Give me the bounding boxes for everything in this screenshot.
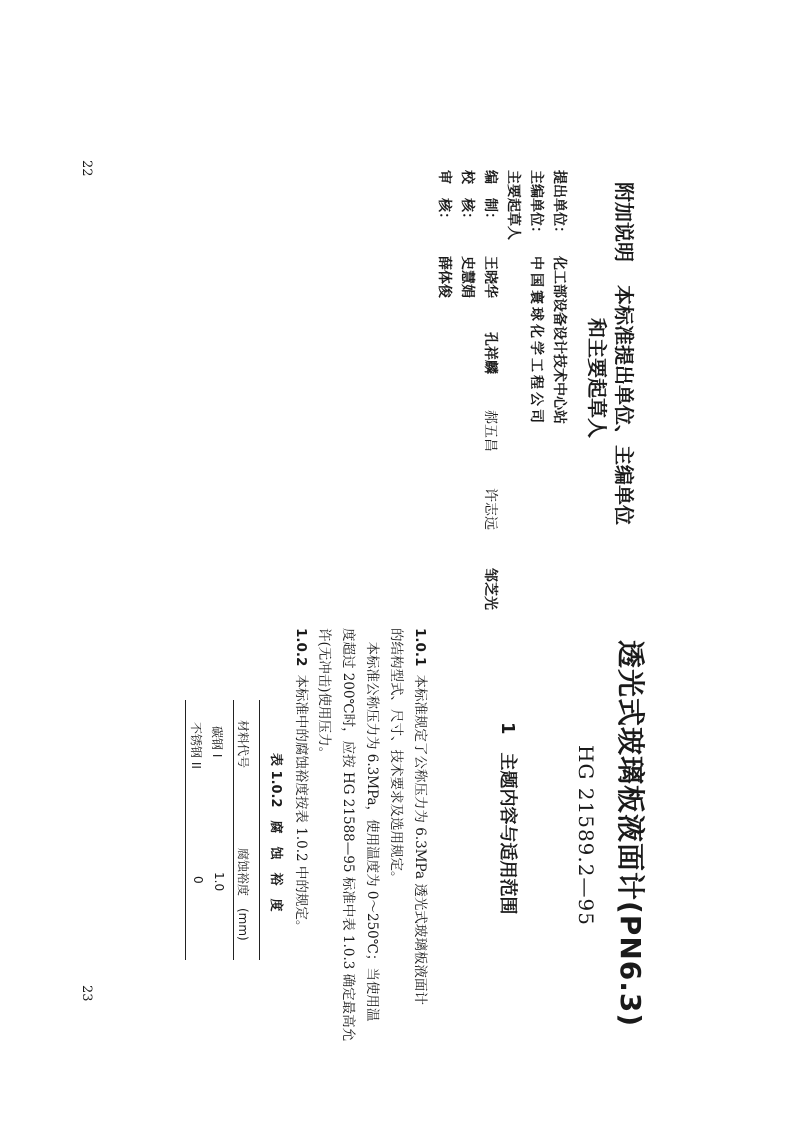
credit-value: 邹芝光 [482, 568, 498, 610]
credit-label: 主要起草人 [505, 170, 521, 240]
appendix-title-line-1: 本标准提出单位、主编单位 [612, 284, 636, 525]
credit-value: 化工部设备设计技术中心站 [551, 256, 567, 424]
page-number-left: 22 [79, 160, 94, 177]
table-header: 腐蚀裕度 (mm) [236, 848, 250, 941]
credit-row-proposer [550, 170, 570, 424]
table-rule-top [259, 700, 260, 960]
paragraph-1-0-2 [294, 628, 308, 933]
standard-title: 透光式玻璃板液面计(PN6.3) [614, 640, 647, 1028]
paragraph-1-0-1-line-3: 本标准公称压力为 6.3MPa，使用温度为 0～250℃；当使用温 [364, 628, 380, 1022]
appendix-heading: 附加说明 [612, 182, 636, 262]
table-caption: 表 1.0.2 腐 蚀 裕 度 [268, 753, 283, 912]
section-number: 1 [497, 722, 518, 735]
credit-row-drafters [504, 170, 524, 256]
standard-number: HG 21589.2—95 [574, 745, 598, 926]
credit-value: 薛体俊 [436, 256, 452, 298]
paragraph-text: 本标准中的腐蚀裕度按表 1.0.2 中的规定。 [293, 674, 309, 934]
credit-row-editor-unit [527, 170, 547, 426]
credit-label: 校 核： [459, 170, 475, 226]
paragraph-text: 本标准规定了公称压力为 6.3MPa 透光式玻璃板液面计 [412, 674, 428, 1005]
credit-value: 中国寰球化学工程公司 [528, 256, 544, 426]
credit-value: 王晓华 [482, 256, 498, 298]
appendix-title [611, 182, 640, 525]
credit-value: 许志远 [482, 488, 498, 530]
table-cell: 0 [191, 876, 205, 884]
credit-value: 郝五昌 [482, 410, 498, 452]
table-cell: 1.0 [212, 872, 226, 892]
credit-label: 编 制： [482, 170, 498, 226]
paragraph-1-0-1-line-5: 许(无冲击)使用压力。 [316, 628, 332, 761]
clause-number: 1.0.2 [293, 628, 309, 667]
credit-value: 史慧娟 [459, 256, 475, 298]
section-heading [496, 722, 522, 915]
credit-row-checked [458, 170, 478, 298]
credit-row-approved [435, 170, 455, 298]
credit-label: 提出单位： [551, 170, 567, 240]
table-cell: 碳钢 I [210, 726, 224, 758]
table-rule-bottom [185, 700, 186, 960]
credit-label: 主编单位： [528, 170, 544, 240]
clause-number: 1.0.1 [412, 628, 428, 667]
credit-row-compiled [481, 170, 501, 690]
credit-label: 审 核： [436, 170, 452, 226]
credit-value: 孔祥麟 [482, 332, 498, 374]
appendix-title-line-2: 和主要起草人 [585, 318, 609, 438]
table-header: 材料代号 [236, 720, 250, 769]
paragraph-1-0-1-line-4: 度超过 200℃时，应按 HG 21588—95 标准中表 1.0.3 确定最高允 [340, 628, 356, 1042]
paragraph-1-0-1-line-2: 的结构型式、尺寸、技术要求及选用规定。 [388, 628, 404, 885]
paragraph-1-0-1-line-1 [413, 628, 427, 1005]
page-number-right: 23 [79, 985, 94, 1002]
table-rule-mid [233, 700, 234, 960]
section-title: 主题内容与适用范围 [497, 752, 518, 915]
table-cell: 不锈钢 II [189, 722, 203, 769]
